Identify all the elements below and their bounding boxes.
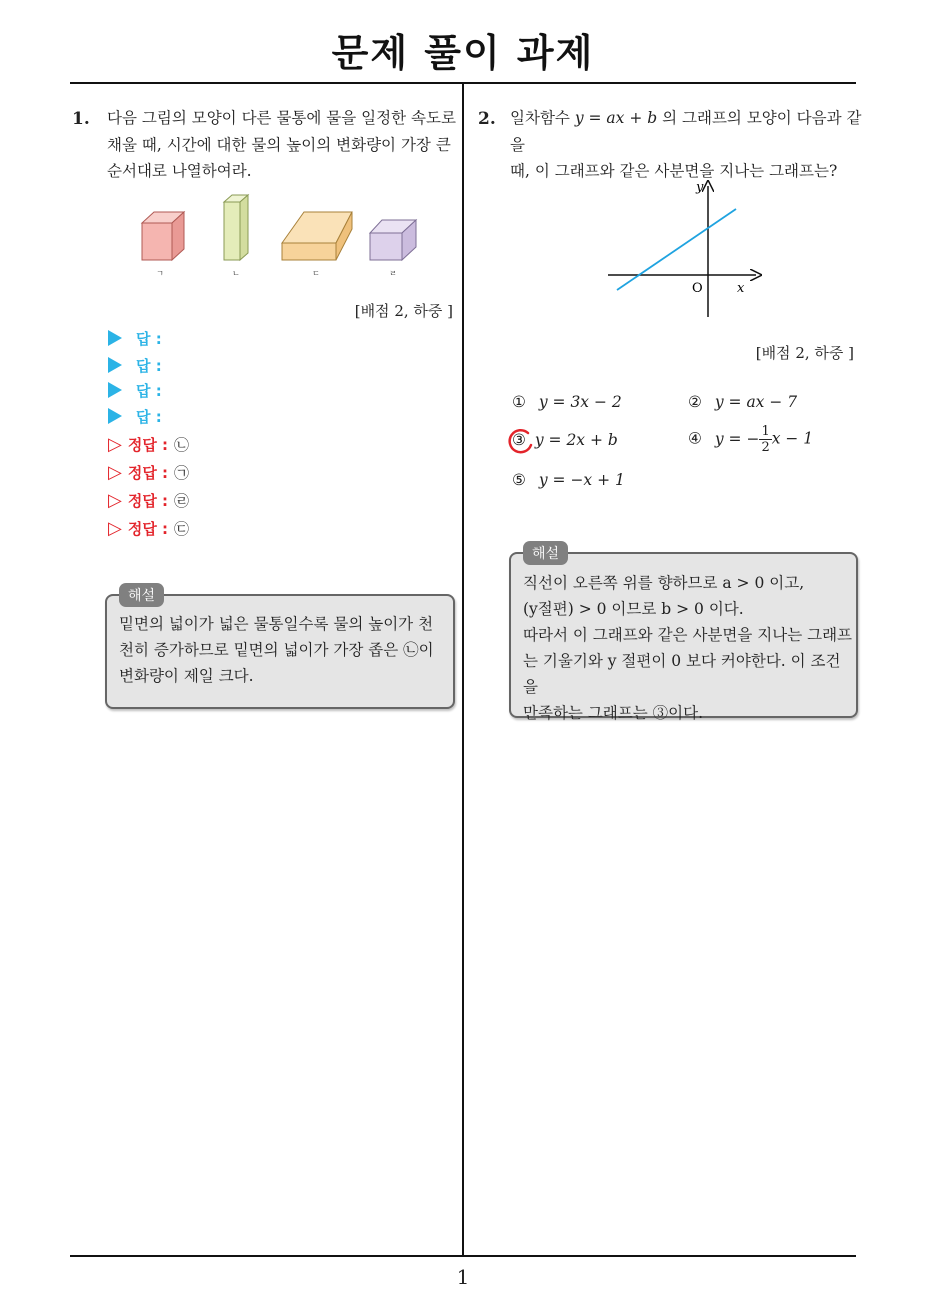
answer-row[interactable] [108, 354, 162, 376]
question-2-line: 때, 이 그래프와 같은 사분면을 지나는 그래프는? [510, 162, 838, 180]
question-1-line: 순서대로 나열하여라. [107, 162, 252, 180]
play-arrow-icon [108, 408, 122, 424]
solution-line: (y절편) > 0 이므로 b > 0 이다. [523, 600, 744, 618]
choice-number: ② [688, 393, 702, 411]
correct-answer-value: ㉡ [174, 435, 190, 454]
origin-label: O [692, 281, 703, 296]
outline-arrow-icon: ▷ [108, 461, 122, 483]
question-2-score: [배점 2, 하중 ] [755, 344, 854, 362]
y-axis-label: y [696, 180, 704, 195]
choice-2[interactable] [688, 393, 797, 411]
x-axis-label: x [737, 281, 745, 296]
solution-line: 따라서 이 그래프와 같은 사분면을 지나는 그래프 [523, 626, 853, 644]
function-line [617, 209, 736, 290]
water-containers-figure [130, 190, 430, 280]
choice-text: y = 2x + b [534, 431, 618, 449]
outline-arrow-icon: ▷ [108, 433, 122, 455]
choice-text-post: x − 1 [771, 429, 814, 448]
correct-answer-row [108, 433, 189, 455]
choice-text: y = −x + 1 [538, 471, 625, 489]
container-c [282, 212, 352, 260]
correct-answer-value: ㉢ [174, 519, 190, 538]
choice-text: y = 3x − 2 [538, 393, 622, 411]
choice-5[interactable] [512, 471, 625, 489]
solution-1-text [119, 611, 449, 689]
choice-number: ① [512, 393, 526, 411]
page-number: 1 [456, 1265, 470, 1289]
container-label-a: ㄱ [156, 269, 164, 278]
question-2-line [510, 105, 862, 158]
choice-number: ④ [688, 429, 702, 448]
fraction-denominator: 2 [761, 440, 770, 455]
linear-function-graph [600, 172, 770, 322]
container-a [142, 212, 184, 260]
question-1-text [107, 105, 457, 185]
footer-rule [70, 1255, 856, 1257]
fraction [759, 424, 771, 455]
column-divider [462, 82, 464, 1257]
answer-label: 답 : [136, 356, 162, 375]
outline-arrow-icon: ▷ [108, 517, 122, 539]
solution-line: 천히 증가하므로 밑면의 넓이가 가장 좁은 ㉡이 [119, 641, 434, 659]
choice-number: ③ [512, 431, 526, 449]
correct-answer-row [108, 517, 189, 539]
container-label-b: ㄴ [232, 269, 240, 278]
correct-answer-label: 정답 : [127, 519, 169, 538]
answer-label: 답 : [136, 407, 162, 426]
outline-arrow-icon: ▷ [108, 489, 122, 511]
answer-row[interactable] [108, 327, 162, 349]
correct-answer-label: 정답 : [127, 435, 169, 454]
solution-line: 직선이 오른쪽 위를 향하므로 a > 0 이고, [523, 574, 805, 592]
play-arrow-icon [108, 382, 122, 398]
correct-answer-label: 정답 : [127, 491, 169, 510]
question-2-number: 2. [478, 109, 496, 129]
correct-answer-row [108, 489, 189, 511]
choice-text-pre: y = − [714, 429, 760, 448]
answer-row[interactable] [108, 379, 162, 401]
play-arrow-icon [108, 357, 122, 373]
play-arrow-icon [108, 330, 122, 346]
solution-tag: 해설 [119, 583, 164, 607]
choice-1[interactable] [512, 393, 622, 411]
fraction-numerator: 1 [761, 424, 770, 439]
question-1-line: 채울 때, 시간에 대한 물의 높이의 변화량이 가장 큰 [107, 135, 451, 154]
question-1-line: 다음 그림의 모양이 다른 물통에 물을 일정한 속도로 [107, 109, 456, 127]
selected-choice-circle-icon [506, 426, 536, 456]
solution-line: 는 기울기와 y 절편이 0 보다 커야한다. 이 조건을 [523, 652, 841, 696]
correct-answer-label: 정답 : [127, 463, 169, 482]
question-2-text-post: 의 그래프의 모양이 다음과 같을 [510, 109, 862, 154]
choice-text: y = ax − 7 [714, 393, 798, 411]
container-label-d: ㄹ [389, 269, 397, 278]
correct-answer-row [108, 461, 189, 483]
question-1-score: [배점 2, 하중 ] [354, 302, 453, 320]
question-2-text-pre: 일차함수 [510, 109, 575, 127]
choice-4[interactable] [688, 424, 813, 455]
page-title: 문제 풀이 과제 [331, 31, 595, 75]
solution-tag: 해설 [523, 541, 568, 565]
correct-answer-value: ㉠ [174, 463, 190, 482]
correct-answer-value: ㉣ [174, 491, 190, 510]
container-b [224, 195, 248, 260]
solution-line: 만족하는 그래프는 ③이다. [523, 704, 704, 722]
question-1-number: 1. [72, 109, 90, 129]
question-2-equation: y = ax + b [574, 109, 658, 127]
solution-line: 밑면의 넓이가 넓은 물통일수록 물의 높이가 천 [119, 615, 434, 633]
solution-2-text [523, 570, 853, 726]
answer-label: 답 : [136, 329, 162, 348]
answer-label: 답 : [136, 381, 162, 400]
container-label-c: ㄷ [312, 269, 320, 278]
container-d [370, 220, 416, 260]
answer-row[interactable] [108, 405, 162, 427]
solution-line: 변화량이 제일 크다. [119, 667, 254, 685]
choice-number: ⑤ [512, 471, 526, 489]
